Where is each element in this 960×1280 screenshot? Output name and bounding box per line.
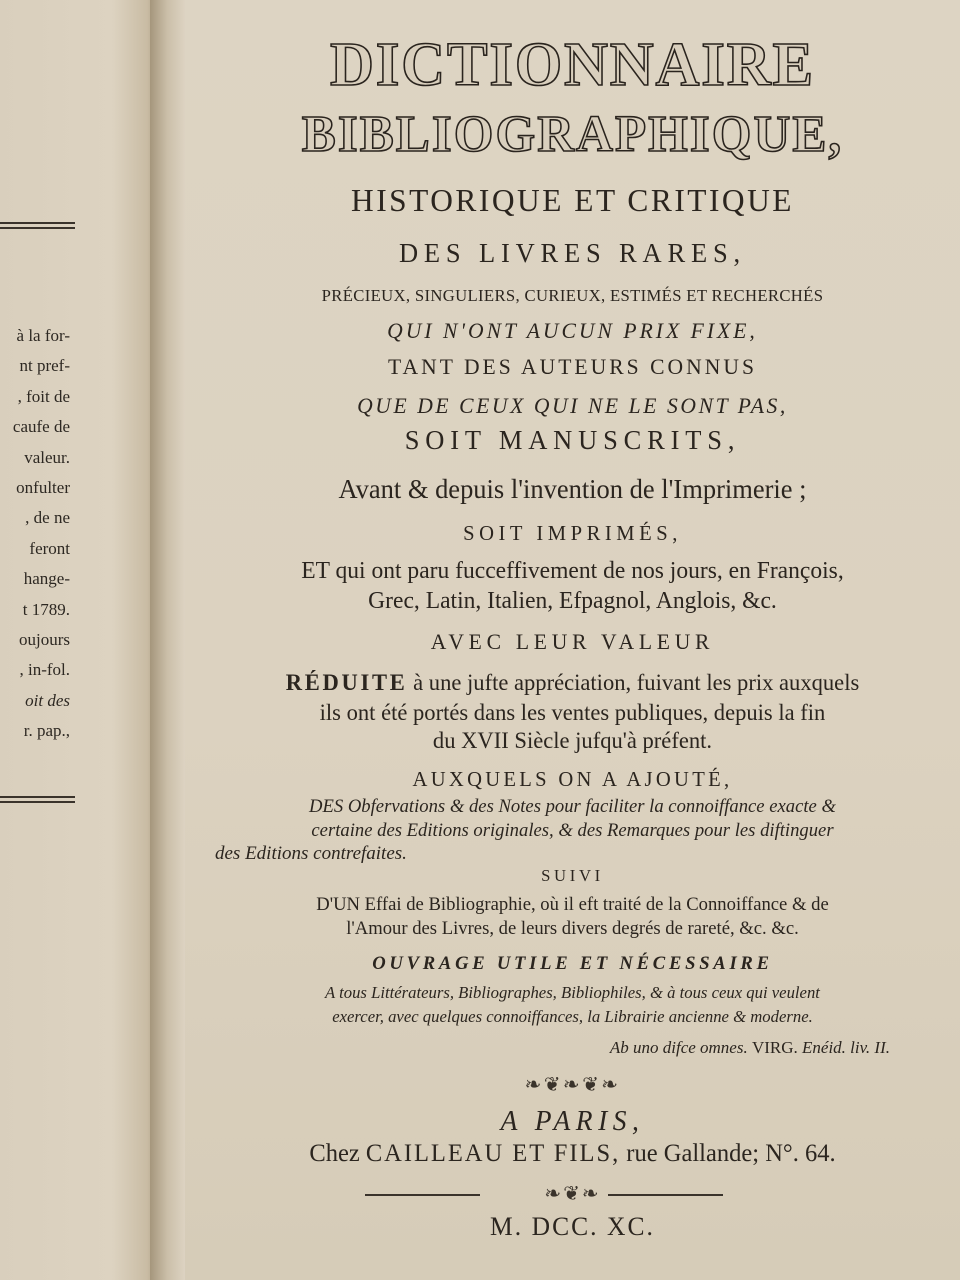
left-page-line: oujours — [19, 630, 70, 649]
left-page-line: oit des — [25, 690, 70, 710]
line-paru-2: Grec, Latin, Italien, Efpagnol, Anglois, &c. — [368, 588, 777, 614]
fleuron-ornament-top: ❧❦❧❦❧ — [524, 1072, 621, 1096]
line-observations-1: DES Obfervations & des Notes pour faciliter la connoiffance exacte & — [309, 796, 836, 817]
left-page-line: onfulter — [16, 478, 70, 497]
line-paru-1: ET qui ont paru fucceffivement de nos jours, en François, — [301, 558, 844, 584]
left-page-line: hange- — [23, 569, 70, 589]
line-observations-2: certaine des Editions originales, & des Remarques pour les diftinguer — [311, 820, 834, 841]
line-ouvrage: OUVRAGE UTILE ET NÉCESSAIRE — [372, 953, 773, 974]
line-livres-rares: DES LIVRES RARES, — [398, 238, 747, 268]
ornamental-rule-right — [608, 1194, 723, 1196]
line-essai-2: l'Amour des Livres, de leurs divers degrés de rareté, &c. &c. — [346, 918, 799, 939]
line-suivi: SUIVI — [541, 866, 604, 885]
title-line-1: DICTIONNAIRE — [330, 31, 815, 99]
imprint-date: M. DCC. XC. — [490, 1212, 655, 1241]
line-imprimes: SOIT IMPRIMÉS, — [463, 521, 682, 545]
line-avec-valeur: AVEC LEUR VALEUR — [430, 629, 715, 654]
left-page-line: , foit de — [17, 386, 70, 406]
subtitle: HISTORIQUE ET CRITIQUE — [351, 182, 794, 218]
line-manuscrits: SOIT MANUSCRITS, — [404, 425, 741, 455]
line-observations-3: des Editions contrefaites. — [215, 843, 407, 864]
left-page-line: nt pref- — [19, 356, 70, 376]
line-siecle: du XVII Siècle jufqu'à préfent. — [432, 728, 713, 753]
publisher-chez: Chez — [309, 1140, 360, 1167]
epigraph-source: VIRG. — [751, 1038, 798, 1057]
line-publisher — [192, 1140, 952, 1168]
publisher-address: rue Gallande; N°. 64. — [626, 1140, 836, 1167]
left-page-rule-bottom — [0, 796, 75, 803]
epigraph-latin: Ab uno difce omnes. — [609, 1038, 748, 1057]
title-line-2: BIBLIOGRAPHIQUE, — [301, 106, 844, 163]
left-page-line: , de ne — [25, 508, 70, 528]
line-ajoute: AUXQUELS ON A AJOUTÉ, — [412, 767, 733, 791]
left-page-line: t 1789. — [22, 599, 70, 619]
line-portes: ils ont été portés dans les ventes publiques, depuis la fin — [319, 700, 826, 725]
fleuron-ornament-bottom: ❧❦❧ — [544, 1181, 601, 1205]
line-prix-fixe: QUI N'ONT AUCUN PRIX FIXE, — [387, 318, 758, 343]
epigraph-reference: Enéid. liv. II. — [802, 1038, 890, 1057]
line-auteurs-connus: TANT DES AUTEURS CONNUS — [388, 354, 757, 379]
line-essai-1: D'UN Effai de Bibliographie, où il eft traité de la Connoiffance & de — [316, 894, 829, 915]
line-tous-1: A tous Littérateurs, Bibliographes, Bibliophiles, & à tous ceux qui veulent — [325, 983, 820, 1002]
left-page-line: caufe de — [12, 417, 70, 437]
line-ceux: QUE DE CEUX QUI NE LE SONT PAS, — [357, 393, 788, 418]
line-a-paris: A PARIS, — [500, 1106, 645, 1137]
publisher-name: CAILLEAU ET FILS, — [365, 1140, 621, 1167]
left-page-line: valeur. — [24, 447, 70, 467]
reduite-word: RÉDUITE — [285, 670, 408, 695]
reduite-rest: à une jufte appréciation, fuivant les prix auxquels — [407, 670, 860, 695]
left-facing-page — [0, 0, 160, 1280]
line-avant-depuis: Avant & depuis l'invention de l'Imprimerie ; — [338, 474, 807, 504]
left-page-line: à la for- — [16, 326, 70, 345]
left-page-line: , in-fol. — [19, 660, 70, 680]
line-reduite — [192, 670, 952, 696]
line-precieux: PRÉCIEUX, SINGULIERS, CURIEUX, ESTIMÉS ET RECHERCHÉS — [321, 286, 824, 305]
epigraph — [610, 1038, 890, 1058]
line-tous-2: exercer, avec quelques connoiffances, la Librairie ancienne & moderne. — [332, 1007, 813, 1026]
left-page-line: feront — [29, 538, 70, 558]
left-page-rule-top — [0, 222, 75, 229]
left-page-line: r. pap., — [23, 721, 70, 741]
